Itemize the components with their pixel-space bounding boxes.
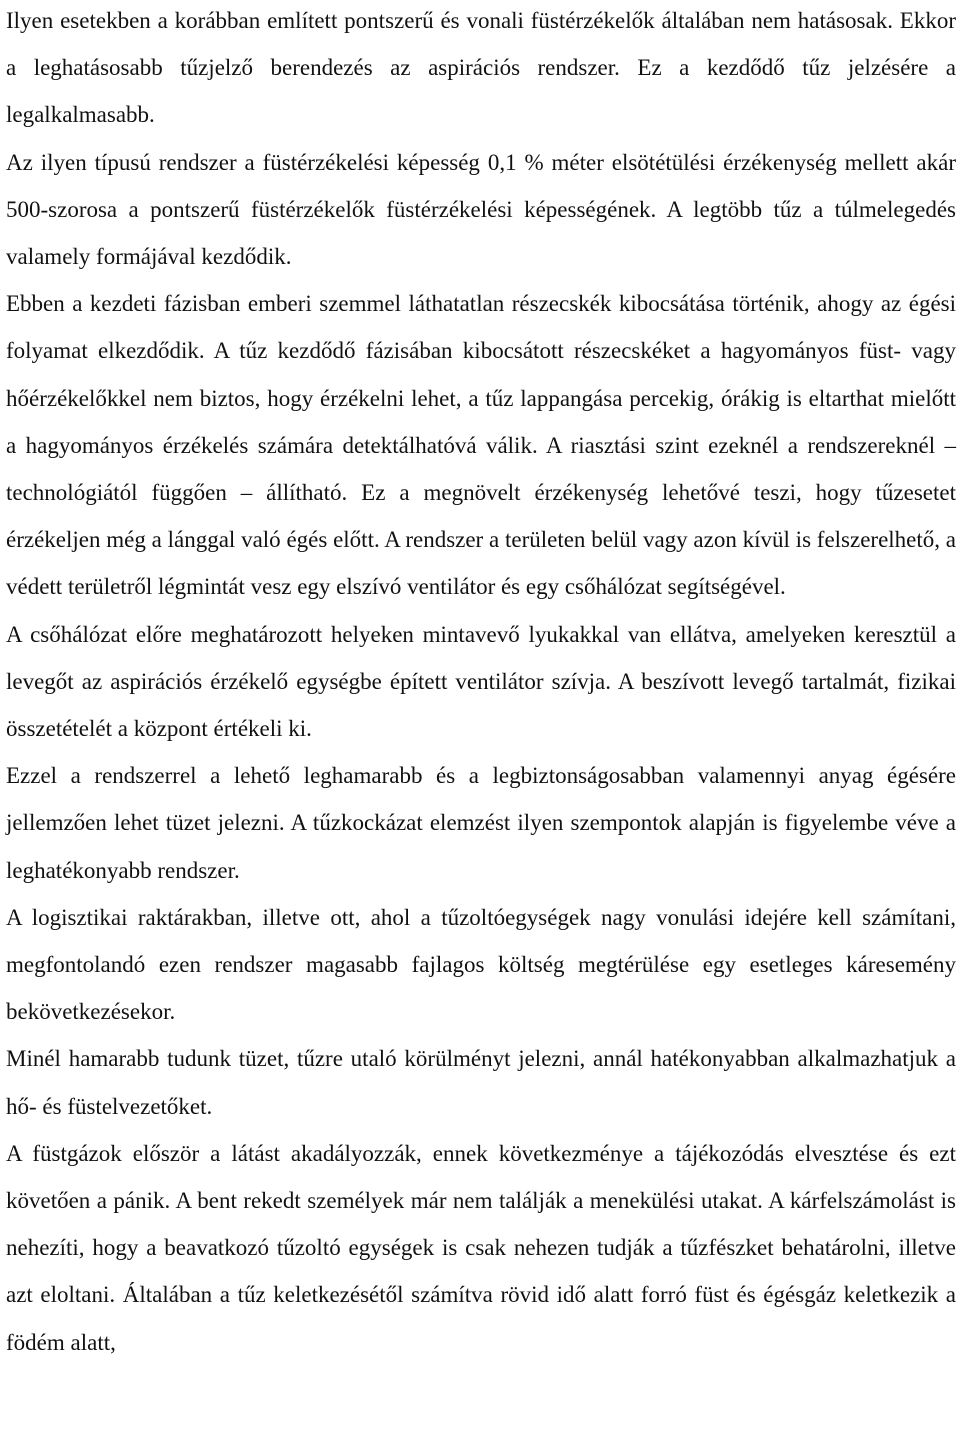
paragraph: A füstgázok először a látást akadályozzák, ennek következménye a tájékozódás elvesztése és ezt követően a pánik. A bent rekedt személyek már nem találják a menekülési utakat. A kárfelszámolást is nehezíti, hogy a beavatkozó tűzoltó egységek is csak nehezen tudják a tűzfészket behatárolni, illetve azt eloltani. Általában a tűz keletkezésétől számítva rövid idő alatt forró füst és égésgáz keletkezik a födém alatt,: [6, 1140, 956, 1355]
paragraph: Ezzel a rendszerrel a lehető leghamarabb és a legbiztonságosabban valamennyi anyag égésére jellemzően lehet tüzet jelezni. A tűzkockázat elemzést ilyen szempontok alapján is figyelembe véve a leghatékonyabb rendszer.: [6, 763, 956, 883]
paragraph: Az ilyen típusú rendszer a füstérzékelési képesség 0,1 % méter elsötétülési érzékenység mellett akár 500-szorosa a pontszerű füstérzékelők füstérzékelési képességének. A legtöbb tűz a túlmelegedés valamely formájával kezdődik.: [6, 149, 956, 270]
paragraph: Ilyen esetekben a korábban említett pontszerű és vonali füstérzékelők általában nem hatásosak. Ekkor a leghatásosabb tűzjelző berendezés az aspirációs rendszer. Ez a kezdődő tűz jelzésére a legalkalmasabb.: [6, 8, 956, 128]
paragraph: A csőhálózat előre meghatározott helyeken mintavevő lyukakkal van ellátva, amelyeken keresztül a levegőt az aspirációs érzékelő egységbe épített ventilátor szívja. A beszívott levegő tartalmát, fizikai összetételét a központ értékeli ki.: [6, 621, 956, 742]
paragraph: Minél hamarabb tudunk tüzet, tűzre utaló körülményt jelezni, annál hatékonyabban alkalmazhatjuk a hő- és füstelvezetőket.: [6, 1046, 956, 1119]
paragraph: A logisztikai raktárakban, illetve ott, ahol a tűzoltóegységek nagy vonulási idejére kell számítani, megfontolandó ezen rendszer magasabb fajlagos költség megtérülése egy esetleges káresemény bekövetkezésekor.: [6, 904, 956, 1025]
paragraph: Ebben a kezdeti fázisban emberi szemmel láthatatlan részecskék kibocsátása történik, ahogy az égési folyamat elkezdődik. A tűz kezdődő fázisában kibocsátott részecskéket a hagyományos füst- vagy hőérzékelőkkel nem biztos, hogy érzékelni lehet, a tűz lappangása percekig, órákig is eltarthat mielőtt a hagyományos érzékelés számára detektálhatóvá válik. A riasztási szint ezeknél a rendszereknél – technológiától függően – állítható. Ez a megnövelt érzékenység lehetővé teszi, hogy tűzesetet érzékeljen még a lánggal való égés előtt. A rendszer a területen belül vagy azon kívül is felszerelhető, a védett területről légmintát vesz egy elszívó ventilátor és egy csőhálózat segítségével.: [6, 291, 956, 600]
document-page: [6, 0, 956, 1366]
